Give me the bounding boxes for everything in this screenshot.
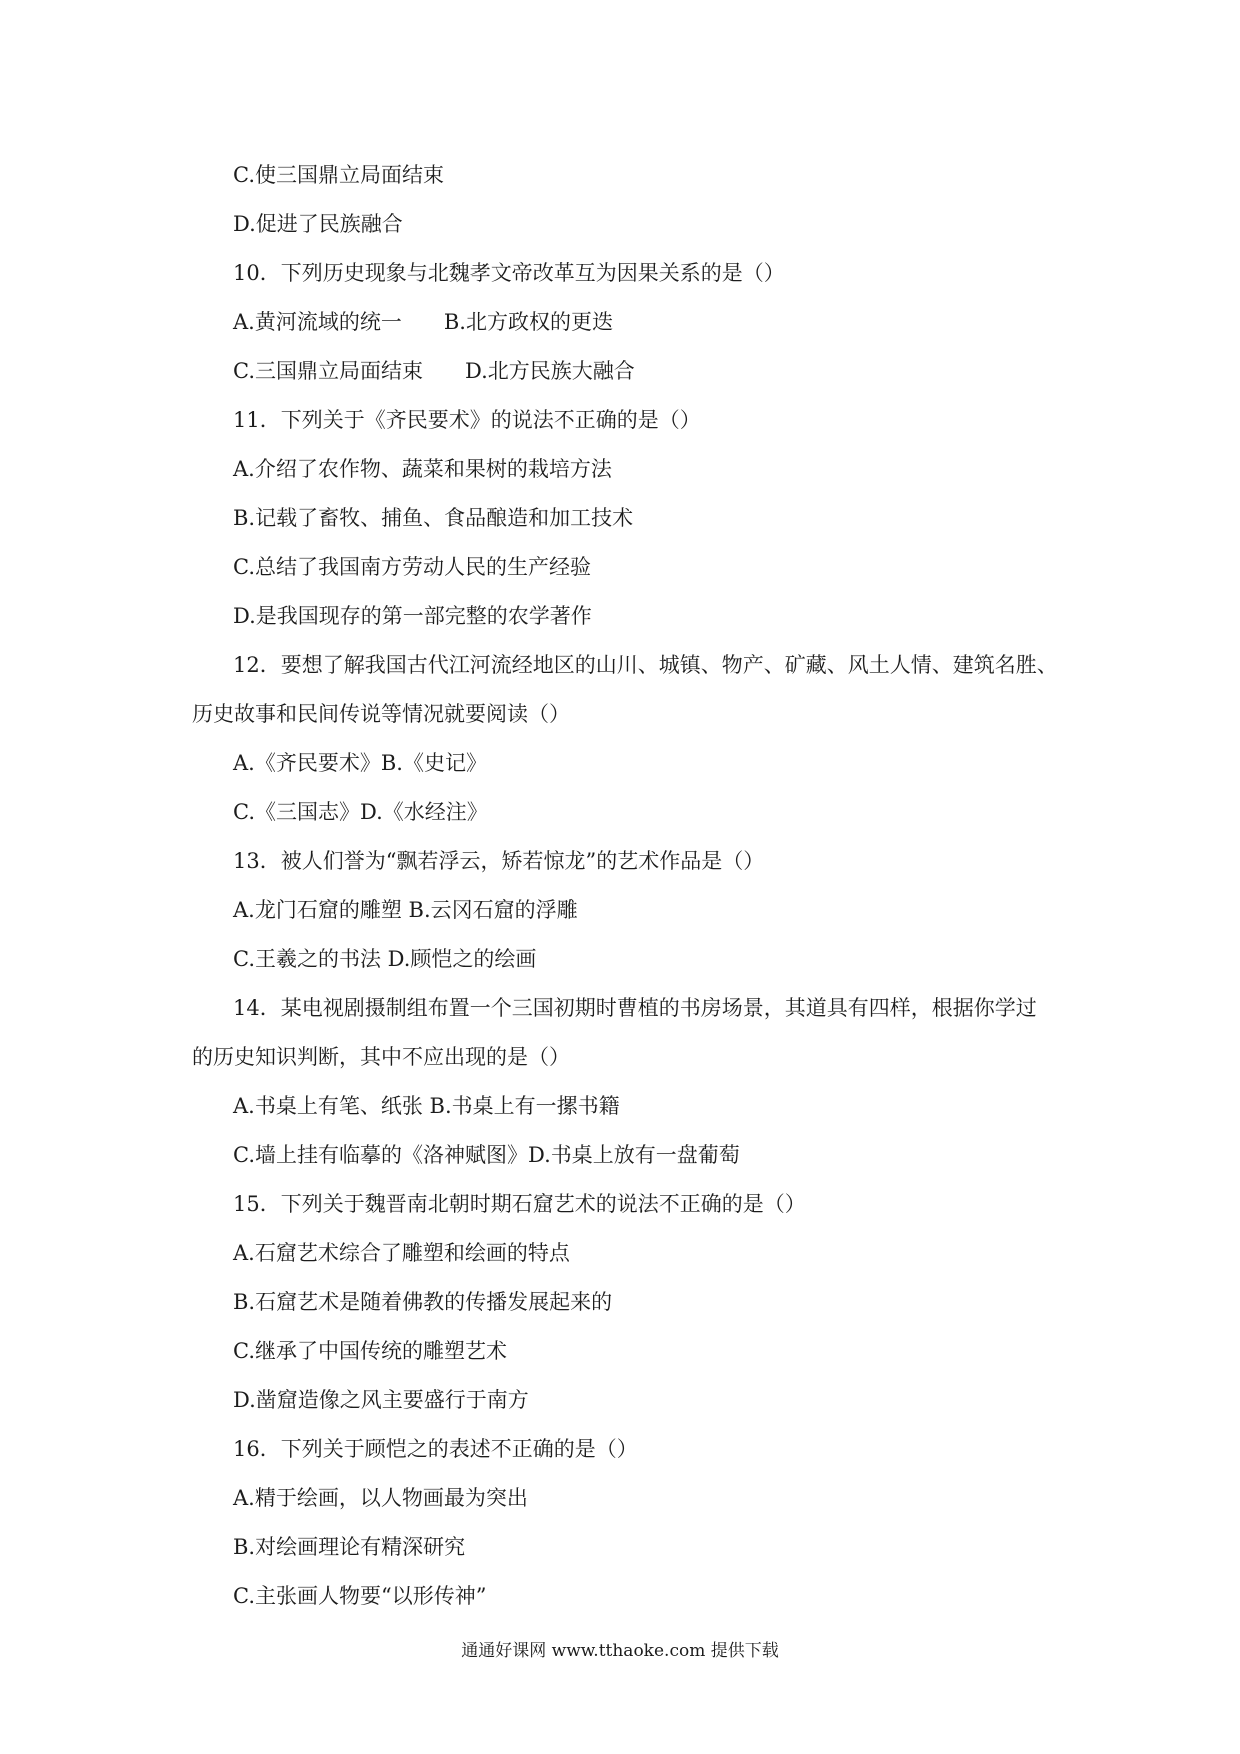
q11-option-a: A.介绍了农作物、蔬菜和果树的栽培方法 xyxy=(233,457,612,481)
q13-option-line: C.王羲之的书法 D.顾恺之的绘画 xyxy=(233,947,537,971)
q15-option-d: D.凿窟造像之风主要盛行于南方 xyxy=(233,1388,529,1412)
q14-option-line: C.墙上挂有临摹的《洛神赋图》D.书桌上放有一盘葡萄 xyxy=(233,1143,740,1167)
q16-option-c: C.主张画人物要“以形传神” xyxy=(233,1584,487,1608)
q15-option-b: B.石窟艺术是随着佛教的传播发展起来的 xyxy=(233,1290,613,1314)
q13-stem: 13．被人们誉为“飘若浮云，矫若惊龙”的艺术作品是（） xyxy=(233,849,765,873)
q12-stem: 12．要想了解我国古代江河流经地区的山川、城镇、物产、矿藏、风土人情、建筑名胜、 xyxy=(233,653,1058,677)
q11-option-c: C.总结了我国南方劳动人民的生产经验 xyxy=(233,555,591,579)
q15-option-c: C.继承了中国传统的雕塑艺术 xyxy=(233,1339,507,1363)
q9-option-line: C.使三国鼎立局面结束 xyxy=(233,163,444,187)
q11-stem: 11．下列关于《齐民要术》的说法不正确的是（） xyxy=(233,408,701,432)
q15-stem: 15．下列关于魏晋南北朝时期石窟艺术的说法不正确的是（） xyxy=(233,1192,806,1216)
q14-stem: 14．某电视剧摄制组布置一个三国初期时曹植的书房场景，其道具有四样，根据你学过 xyxy=(233,996,1037,1020)
q11-option-b: B.记载了畜牧、捕鱼、食品酿造和加工技术 xyxy=(233,506,634,530)
q16-stem: 16．下列关于顾恺之的表述不正确的是（） xyxy=(233,1437,638,1461)
q10-stem: 10．下列历史现象与北魏孝文帝改革互为因果关系的是（） xyxy=(233,261,785,285)
q16-option-b: B.对绘画理论有精深研究 xyxy=(233,1535,466,1559)
q13-option-line: A.龙门石窟的雕塑 B.云冈石窟的浮雕 xyxy=(233,898,578,922)
q14-stem-continuation: 的历史知识判断，其中不应出现的是（） xyxy=(192,1045,570,1069)
q11-option-d: D.是我国现存的第一部完整的农学著作 xyxy=(233,604,592,628)
q12-option-line: C.《三国志》D.《水经注》 xyxy=(233,800,488,824)
document-body xyxy=(192,151,1092,1621)
q15-option-a: A.石窟艺术综合了雕塑和绘画的特点 xyxy=(233,1241,570,1265)
q10-option-line: C.三国鼎立局面结束 D.北方民族大融合 xyxy=(233,359,635,383)
q16-option-a: A.精于绘画，以人物画最为突出 xyxy=(233,1486,528,1510)
q14-option-line: A.书桌上有笔、纸张 B.书桌上有一摞书籍 xyxy=(233,1094,620,1118)
q9-option-line: D.促进了民族融合 xyxy=(233,212,403,236)
page-footer: 通通好课网 www.tthaoke.com 提供下载 xyxy=(461,1641,779,1661)
q12-stem-continuation: 历史故事和民间传说等情况就要阅读（） xyxy=(192,702,570,726)
q12-option-line: A.《齐民要术》B.《史记》 xyxy=(233,751,487,775)
q10-option-line: A.黄河流域的统一 B.北方政权的更迭 xyxy=(233,310,613,334)
